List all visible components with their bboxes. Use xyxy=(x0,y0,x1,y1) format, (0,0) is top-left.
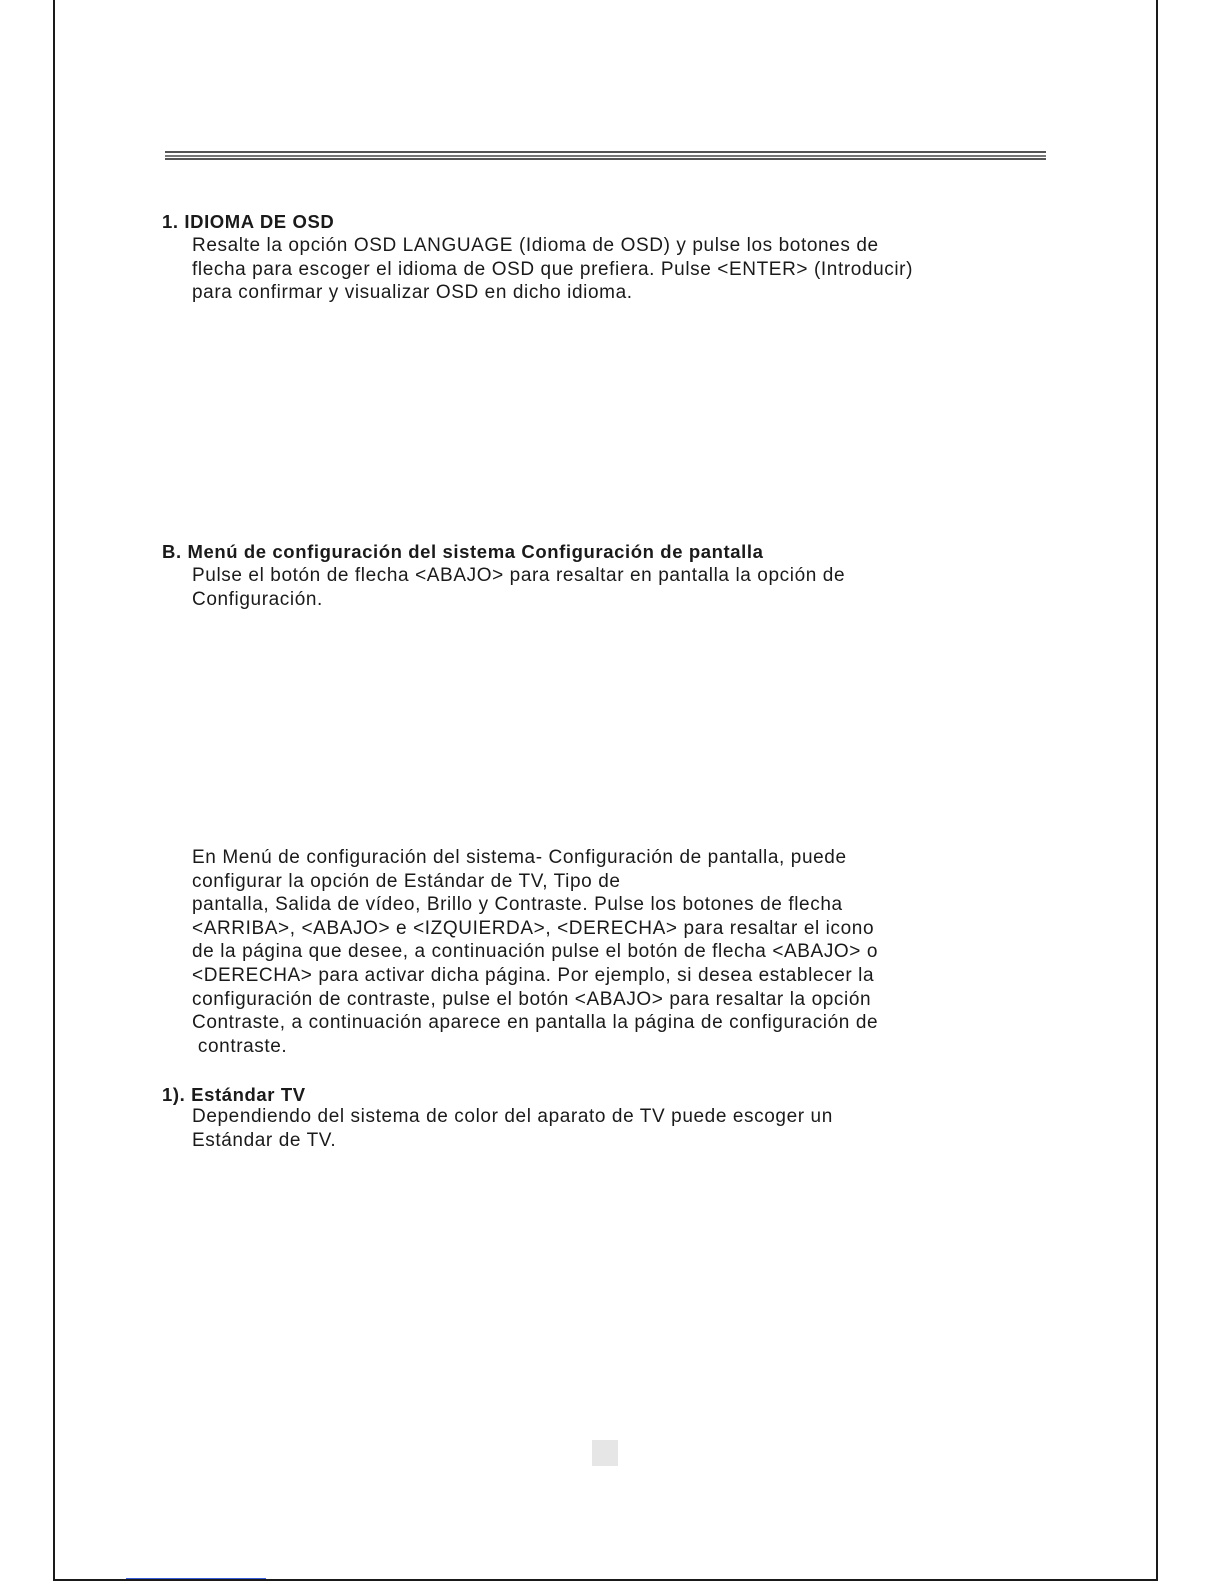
paragraph-system-setup-detail xyxy=(192,846,878,1058)
header-rule xyxy=(165,151,1046,160)
heading-tv-standard: 1). Estándar TV xyxy=(162,1084,306,1105)
text-line: Configuración. xyxy=(192,588,323,610)
paragraph-osd-language xyxy=(192,234,913,305)
text-line: flecha para escoger el idioma de OSD que prefiera. Pulse <ENTER> (Introducir) xyxy=(192,258,914,280)
bottom-link-underline xyxy=(126,1578,266,1579)
text-line: Pulse el botón de flecha <ABAJO> para resaltar en pantalla la opción de xyxy=(192,565,846,586)
paragraph-tv-standard xyxy=(192,1105,833,1152)
text-line: Resalte la opción OSD LANGUAGE (Idioma de OSD) y pulse los botones de xyxy=(192,235,879,256)
text-line: contraste. xyxy=(192,1035,288,1057)
text-line: <DERECHA> para activar dicha página. Por ejemplo, si desea establecer la xyxy=(192,964,875,986)
text-line: configuración de contraste, pulse el botón <ABAJO> para resaltar la opción xyxy=(192,988,872,1010)
text-line: <ARRIBA>, <ABAJO> e <IZQUIERDA>, <DERECHA> para resaltar el icono xyxy=(192,917,875,939)
text-line: configurar la opción de Estándar de TV, Tipo de xyxy=(192,870,621,892)
heading-system-setup: B. Menú de configuración del sistema Configuración de pantalla xyxy=(162,541,764,562)
text-line: Estándar de TV. xyxy=(192,1129,337,1151)
text-line: Contraste, a continuación aparece en pantalla la página de configuración de xyxy=(192,1012,879,1034)
page-number-box xyxy=(592,1440,618,1466)
text-line: Dependiendo del sistema de color del aparato de TV puede escoger un xyxy=(192,1106,833,1127)
text-line: En Menú de configuración del sistema- Configuración de pantalla, puede xyxy=(192,847,847,868)
text-line: para confirmar y visualizar OSD en dicho idioma. xyxy=(192,282,633,304)
heading-osd-language: 1. IDIOMA DE OSD xyxy=(162,211,335,232)
text-line: de la página que desee, a continuación pulse el botón de flecha <ABAJO> o xyxy=(192,941,879,963)
text-line: pantalla, Salida de vídeo, Brillo y Contraste. Pulse los botones de flecha xyxy=(192,894,843,916)
paragraph-system-setup xyxy=(192,564,845,611)
